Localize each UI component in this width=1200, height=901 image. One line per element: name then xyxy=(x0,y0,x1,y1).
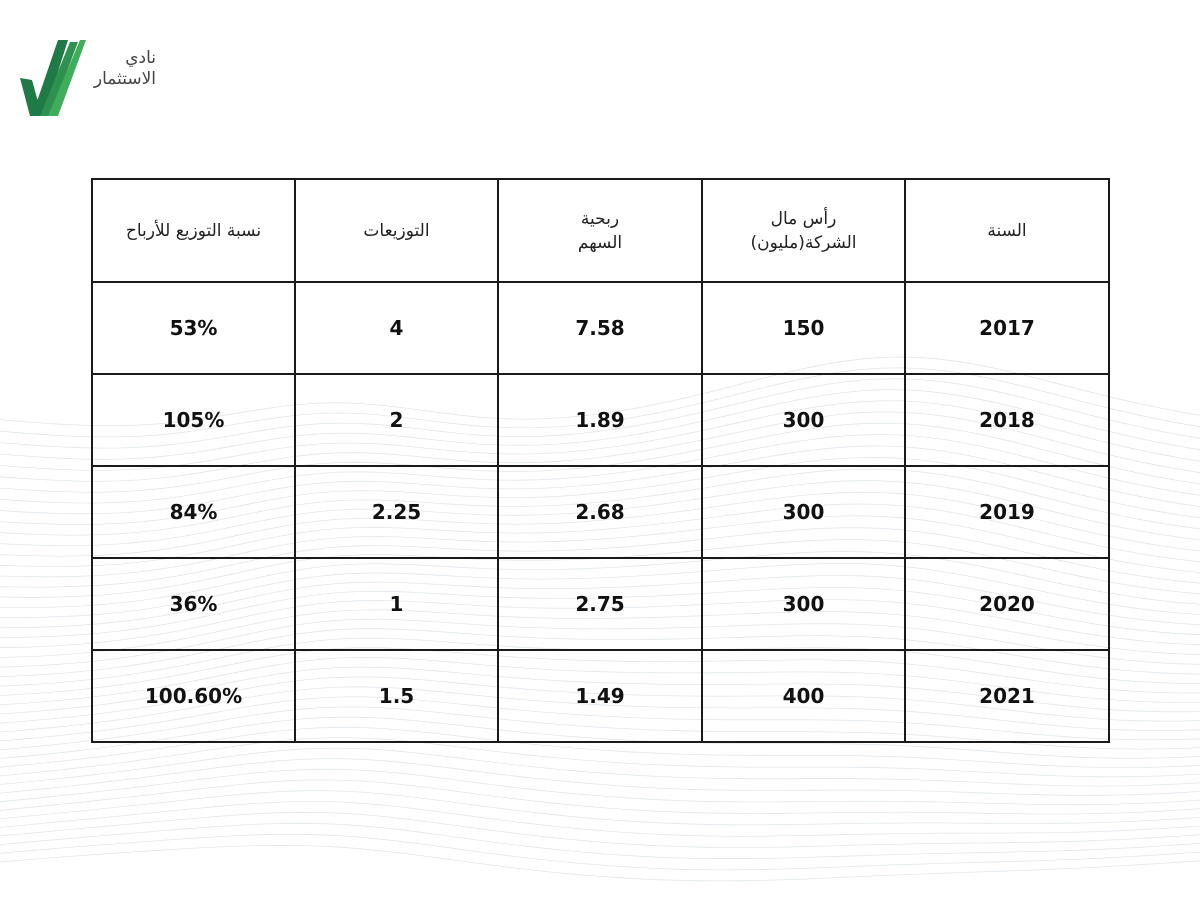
table-row xyxy=(92,650,1109,742)
cell-capital: 300 xyxy=(702,558,905,650)
cell-eps: 7.58 xyxy=(498,282,702,374)
header-capital-line-1: رأس مال xyxy=(770,208,837,229)
wave-line xyxy=(0,780,1200,814)
logo-line-2: الاستثمار xyxy=(93,69,156,89)
table-row xyxy=(92,282,1109,374)
table-header-row xyxy=(92,179,1109,282)
cell-capital: 400 xyxy=(702,650,905,742)
table-row xyxy=(92,466,1109,558)
wave-line xyxy=(0,845,1200,881)
cell-eps: 2.68 xyxy=(498,466,702,558)
cell-year: 2021 xyxy=(905,650,1109,742)
cell-dividends: 2 xyxy=(295,374,498,466)
logo-text xyxy=(78,48,156,90)
logo-line-1: نادي xyxy=(125,48,156,68)
header-dividends: التوزيعات xyxy=(295,179,498,282)
cell-eps: 1.89 xyxy=(498,374,702,466)
header-capital-line-2: الشركة(مليون) xyxy=(750,232,857,253)
dividends-table xyxy=(91,178,1110,743)
header-eps-line-2: السهم xyxy=(577,232,623,253)
cell-eps: 1.49 xyxy=(498,650,702,742)
cell-year: 2017 xyxy=(905,282,1109,374)
cell-dividends: 2.25 xyxy=(295,466,498,558)
cell-eps: 2.75 xyxy=(498,558,702,650)
cell-year: 2020 xyxy=(905,558,1109,650)
cell-capital: 300 xyxy=(702,374,905,466)
wave-line xyxy=(0,823,1200,858)
cell-payout: 36% xyxy=(92,558,295,650)
cell-payout: 84% xyxy=(92,466,295,558)
cell-year: 2018 xyxy=(905,374,1109,466)
cell-payout: 53% xyxy=(92,282,295,374)
header-eps xyxy=(498,179,702,282)
table-row xyxy=(92,374,1109,466)
cell-capital: 300 xyxy=(702,466,905,558)
header-capital xyxy=(702,179,905,282)
cell-payout: 105% xyxy=(92,374,295,466)
wave-line xyxy=(0,812,1200,847)
header-payout-ratio: نسبة التوزيع للأرباح xyxy=(92,179,295,282)
table-row xyxy=(92,558,1109,650)
cell-dividends: 1.5 xyxy=(295,650,498,742)
investment-club-logo xyxy=(18,38,156,118)
cell-dividends: 4 xyxy=(295,282,498,374)
cell-dividends: 1 xyxy=(295,558,498,650)
cell-capital: 150 xyxy=(702,282,905,374)
header-eps-line-1: ربحية xyxy=(580,208,620,229)
cell-payout: 100.60% xyxy=(92,650,295,742)
header-year: السنة xyxy=(905,179,1109,282)
cell-year: 2019 xyxy=(905,466,1109,558)
